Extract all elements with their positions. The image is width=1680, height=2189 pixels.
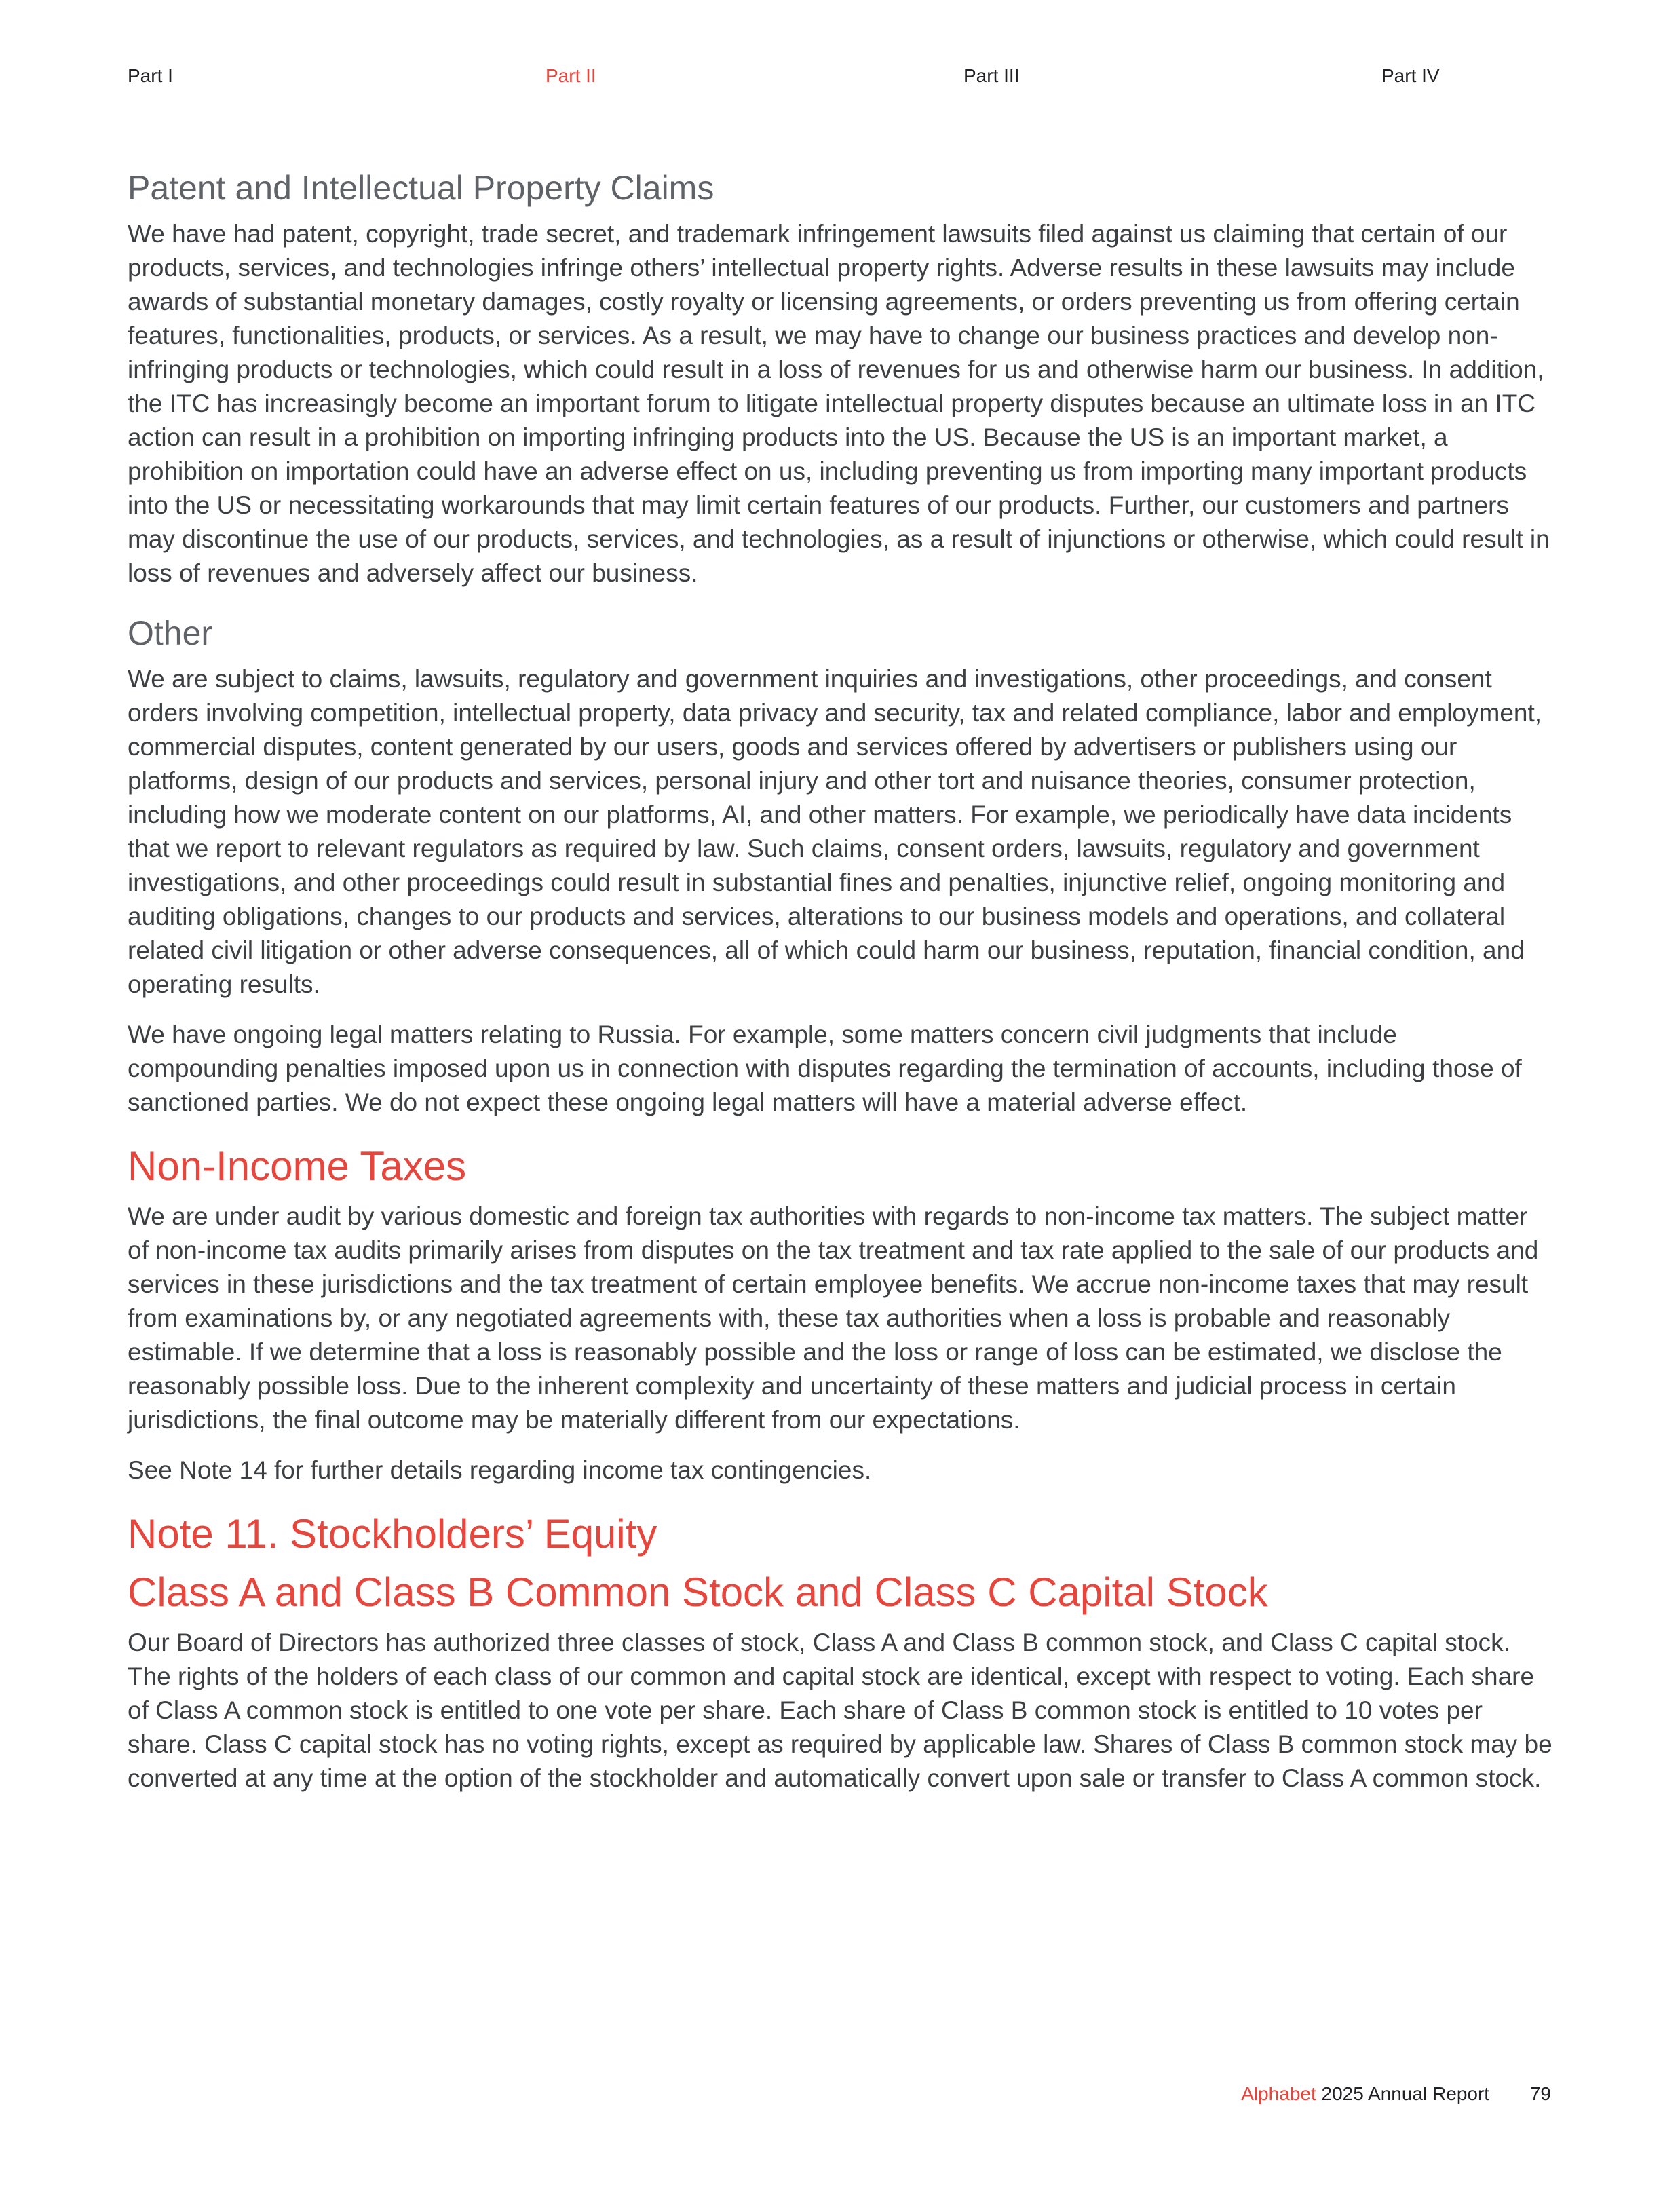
nav-link-part-ii[interactable]: Part II	[546, 65, 596, 86]
note-11-section	[128, 1509, 1552, 1795]
other-heading: Other	[128, 614, 213, 652]
non-income-taxes-paragraph-2: See Note 14 for further details regarding income tax contingencies.	[128, 1456, 872, 1484]
other-paragraph-2: We have ongoing legal matters relating to Russia. For example, some matters concern civil judgments that include compounding penalties imposed upon us in connection with disputes regarding the termination of accounts, including those of sanctioned parties. We do not expect these ongoing legal matters will have a material adverse effect.	[128, 1021, 1522, 1116]
non-income-taxes-paragraph-1: We are under audit by various domestic and foreign tax authorities with regards to non-income tax matters. The subject matter of non-income tax audits primarily arises from disputes on the tax treatment and tax rate applied to the sale of our products and services in these jurisdictions and the tax treatment of certain employee benefits. We accrue non-income taxes that may result from examinations by, or any negotiated agreements with, these tax authorities when a loss is probable and reasonably estimable. If we determine that a loss is reasonably possible and the loss or range of loss can be estimated, we disclose the reasonably possible loss. Due to the inherent complexity and uncertainty of these matters and judicial process in certain jurisdictions, the final outcome may be materially different from our expectations.	[128, 1202, 1539, 1434]
footer-brand: Alphabet	[1241, 2083, 1316, 2104]
nav-link-part-iv[interactable]: Part IV	[1381, 65, 1440, 86]
nav-link-part-i[interactable]: Part I	[128, 65, 173, 86]
non-income-taxes-section	[128, 1141, 1552, 1487]
patent-claims-section	[128, 167, 1552, 590]
nav-link-part-iii[interactable]: Part III	[963, 65, 1020, 86]
top-navigation	[128, 65, 1552, 92]
page-content	[128, 167, 1552, 1795]
note-11-heading: Note 11. Stockholders’ Equity	[128, 1511, 657, 1557]
note-11-paragraph: Our Board of Directors has authorized three classes of stock, Class A and Class B common stock, and Class C capital stock. The rights of the holders of each class of our common and capital stock are identical, except with respect to voting. Each share of Class A common stock is entitled to one vote per share. Each share of Class B common stock is entitled to 10 votes per share. Class C capital stock has no voting rights, except as required by applicable law. Shares of Class B common stock may be converted at any time at the option of the stockholder and automatically convert upon sale or transfer to Class A common stock.	[128, 1629, 1552, 1792]
page-number: 79	[1529, 2083, 1551, 2104]
other-paragraph-1: We are subject to claims, lawsuits, regulatory and government inquiries and investigations, other proceedings, and consent orders involving competition, intellectual property, data privacy and security, tax and related compliance, labor and employment, commercial disputes, content generated by our users, goods and services offered by advertisers or publishers using our platforms, design of our products and services, personal injury and other tort and nuisance theories, consumer protection, including how we moderate content on our platforms, AI, and other matters. For example, we periodically have data incidents that we report to relevant regulators as required by law. Such claims, consent orders, lawsuits, regulatory and government investigations, and other proceedings could result in substantial fines and penalties, injunctive relief, ongoing monitoring and auditing obligations, changes to our products and services, alterations to our business models and operations, and collateral related civil litigation or other adverse consequences, all of which could harm our business, reputation, financial condition, and operating results.	[128, 665, 1542, 998]
footer-report-title: 2025 Annual Report	[1321, 2083, 1490, 2104]
patent-claims-paragraph: We have had patent, copyright, trade secret, and trademark infringement lawsuits filed against us claiming that certain of our products, services, and technologies infringe others’ intellectual property rights. Adverse results in these lawsuits may include awards of substantial monetary damages, costly royalty or licensing agreements, or orders preventing us from offering certain features, functionalities, products, or services. As a result, we may have to change our business practices and develop non-infringing products or technologies, which could result in a loss of revenues for us and otherwise harm our business. In addition, the ITC has increasingly become an important forum to litigate intellectual property disputes because an ultimate loss in an ITC action can result in a prohibition on importing infringing products into the US. Because the US is an important market, a prohibition on importation could have an adverse effect on us, including preventing us from importing many important products into the US or necessitating workarounds that may limit certain features of our products. Further, our customers and partners may discontinue the use of our products, services, and technologies, as a result of injunctions or otherwise, which could result in loss of revenues and adversely affect our business.	[128, 220, 1550, 587]
note-11-subheading: Class A and Class B Common Stock and Class C Capital Stock	[128, 1569, 1268, 1615]
patent-claims-heading: Patent and Intellectual Property Claims	[128, 169, 714, 207]
page-footer	[1241, 2083, 1551, 2105]
non-income-taxes-heading: Non-Income Taxes	[128, 1143, 467, 1189]
other-section	[128, 612, 1552, 1120]
